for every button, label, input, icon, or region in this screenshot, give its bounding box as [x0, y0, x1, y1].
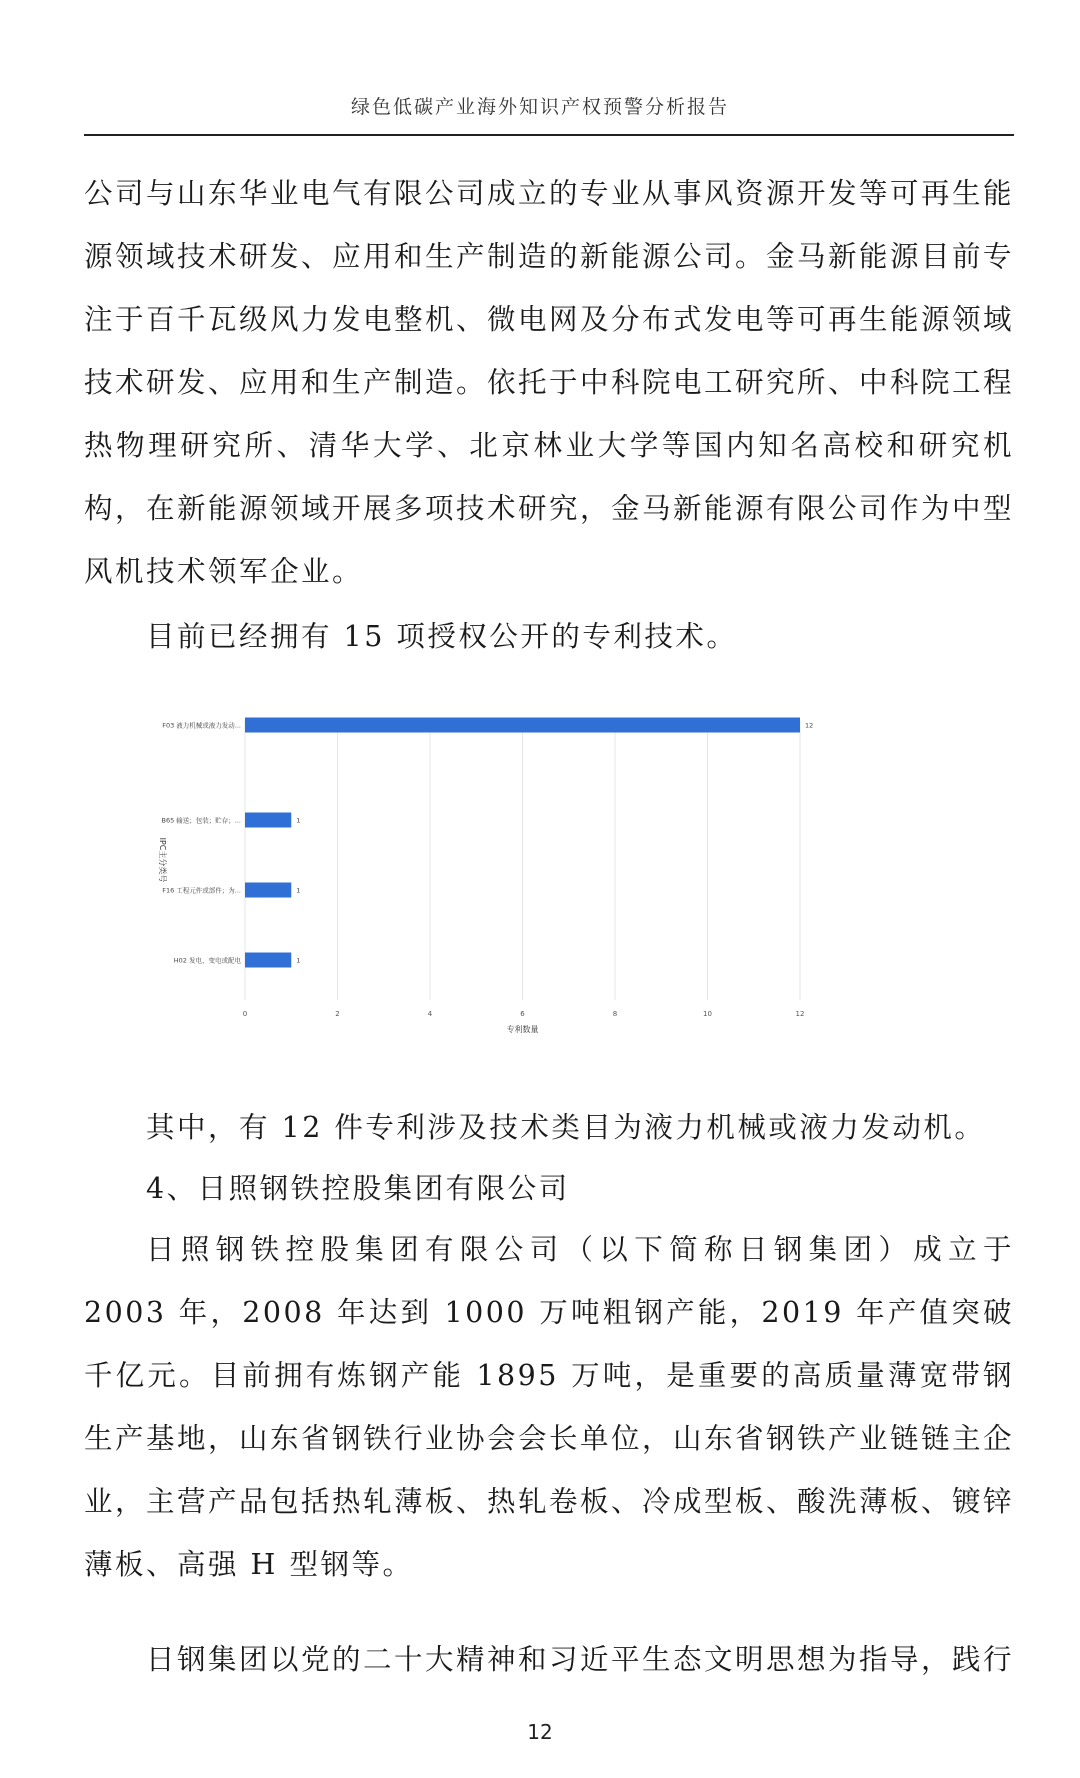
bar: [245, 953, 291, 968]
paragraph-patent-count: 目前已经拥有 15 项授权公开的专利技术。: [146, 620, 738, 653]
x-tick-label: 0: [242, 1010, 248, 1018]
value-label: 12: [805, 721, 814, 730]
bar: [245, 813, 291, 828]
x-axis-label: 专利数量: [506, 1025, 539, 1034]
paragraph-company-intro: 公司与山东华业电气有限公司成立的专业从事风资源开发等可再生能源领域技术研发、应用和生产制造的新能源公司。金马新能源目前专注于百千瓦级风力发电整机、微电网及分布式发电等可再生能源领域技术研发、应用和生产制造。依托于中科院电工研究所、中科院工程热物理研究所、清华大学、北京林业大学等国内知名高校和研究机构，在新能源领域开展多项技术研究，金马新能源有限公司作为中型风机技术领军企业。: [84, 177, 1015, 588]
x-tick-label: 8: [612, 1010, 618, 1018]
page-number: 12: [527, 1720, 553, 1744]
x-tick-label: 4: [427, 1010, 433, 1018]
paragraph-patent-category: 其中，有 12 件专利涉及技术类目为液力机械或液力发动机。: [146, 1111, 986, 1144]
paragraph-rizhao-green: 日钢集团以党的二十大精神和习近平生态文明思想为指导，践行: [146, 1643, 1015, 1676]
category-label: H02 发电、变电或配电: [173, 956, 241, 965]
y-axis-label: IPC主分类号: [158, 837, 167, 883]
value-label: 1: [296, 816, 301, 825]
page-header: 绿色低碳产业海外知识产权预警分析报告: [350, 96, 729, 118]
chart-svg: [150, 700, 930, 1100]
category-label: B65 输送；包装；贮存；...: [161, 816, 241, 825]
x-tick-label: 2: [335, 1010, 340, 1018]
category-label: F16 工程元件或部件；为...: [162, 886, 241, 895]
x-tick-label: 12: [795, 1010, 805, 1018]
paragraph-rizhao-intro: 日照钢铁控股集团有限公司（以下简称日钢集团）成立于 2003 年，2008 年达到 1000 万吨粗钢产能，2019 年产值突破千亿元。目前拥有炼钢产能 1895 万吨，是重要的高质量薄宽带钢生产基地，山东省钢铁行业协会会长单位，山东省钢铁产业链链主企业，主营产品包括热轧薄板、热轧卷板、冷成型板、酸洗薄板、镀锌薄板、高强 H 型钢等。: [84, 1233, 1015, 1581]
x-tick-label: 10: [703, 1010, 712, 1018]
ipc-patent-chart: [150, 700, 930, 1100]
header-rule: [84, 134, 1014, 136]
bar: [245, 883, 291, 898]
section-heading-rizhao-steel: 4、日照钢铁控股集团有限公司: [146, 1172, 570, 1205]
x-tick-label: 6: [520, 1010, 525, 1018]
value-label: 1: [296, 956, 301, 965]
value-label: 1: [296, 886, 301, 895]
bar: [245, 718, 800, 733]
category-label: F03 液力机械或液力发动...: [162, 721, 241, 730]
